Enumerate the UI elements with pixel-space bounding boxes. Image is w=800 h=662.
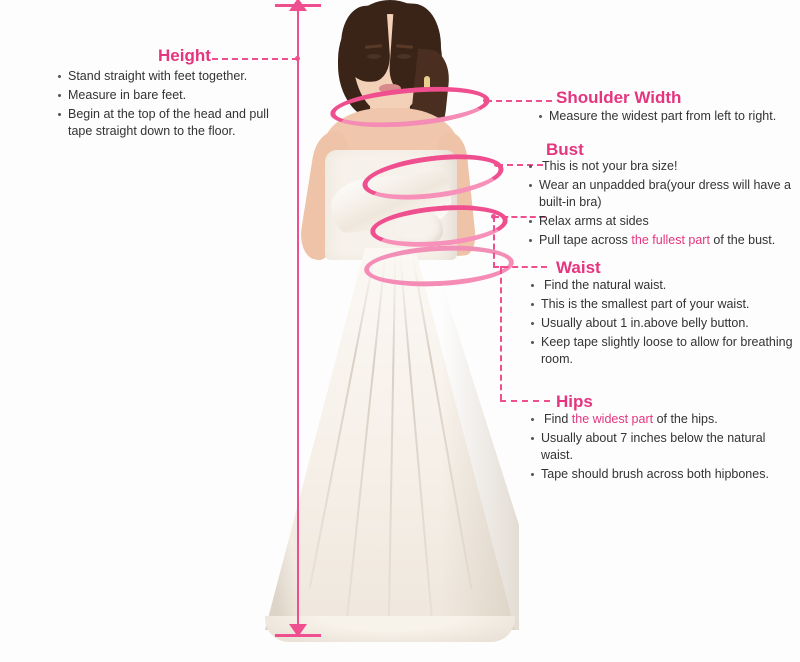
bust-tip-highlight: the fullest part xyxy=(631,233,710,247)
list-item: Measure in bare feet. xyxy=(57,87,277,104)
waist-leader-dot xyxy=(491,214,496,219)
shoulder-label: Shoulder Width xyxy=(556,88,682,107)
eye-right xyxy=(397,54,411,59)
hips-note-prefix: Find xyxy=(544,412,572,426)
waist-leader-elbow xyxy=(493,216,495,268)
list-item: Keep tape slightly loose to allow for breathing room. xyxy=(530,334,796,368)
shoulder-tips xyxy=(538,108,788,127)
shoulder-leader-dot xyxy=(483,98,488,103)
height-tips xyxy=(57,68,277,142)
height-leader-dot xyxy=(295,56,300,61)
list-item: Usually about 1 in.above belly button. xyxy=(530,315,796,332)
list-item xyxy=(528,232,800,249)
list-item: Stand straight with feet together. xyxy=(57,68,277,85)
bust-tips xyxy=(528,158,800,251)
hips-note-suffix: of the hips. xyxy=(653,412,718,426)
list-item: Wear an unpadded bra(your dress will have a built-in bra) xyxy=(528,177,800,211)
list-item: Usually about 7 inches below the natural waist. xyxy=(530,430,796,464)
shoulder-leader-line xyxy=(486,100,552,102)
height-leader-line xyxy=(212,58,298,60)
hips-leader-elbow xyxy=(500,268,502,400)
waist-label: Waist xyxy=(556,258,601,277)
height-cap-bottom xyxy=(275,634,321,637)
bust-leader-dot xyxy=(494,162,499,167)
list-item: This is the smallest part of your waist. xyxy=(530,296,796,313)
waist-note: Find the natural waist. xyxy=(530,277,796,294)
bust-label: Bust xyxy=(546,140,584,159)
height-axis-line xyxy=(297,6,299,632)
list-item: Relax arms at sides xyxy=(528,213,800,230)
hips-note xyxy=(530,411,796,428)
skirt-shading xyxy=(441,280,519,630)
list-item: Begin at the top of the head and pull tape straight down to the floor. xyxy=(57,106,277,140)
bust-tip-suffix: of the bust. xyxy=(709,233,776,247)
bust-tip-prefix: Pull tape across xyxy=(539,233,632,247)
height-cap-top xyxy=(275,4,321,7)
eye-left xyxy=(367,54,381,59)
hips-note-highlight: the widest part xyxy=(571,412,654,426)
list-item: Measure the widest part from left to right. xyxy=(538,108,788,125)
height-label: Height xyxy=(158,46,211,65)
list-item: Tape should brush across both hipbones. xyxy=(530,466,796,483)
waist-tips xyxy=(530,277,796,370)
hips-leader-line xyxy=(500,400,550,402)
hips-label: Hips xyxy=(556,392,593,411)
hips-tips xyxy=(530,411,796,485)
bust-note: This is not your bra size! xyxy=(528,158,800,175)
